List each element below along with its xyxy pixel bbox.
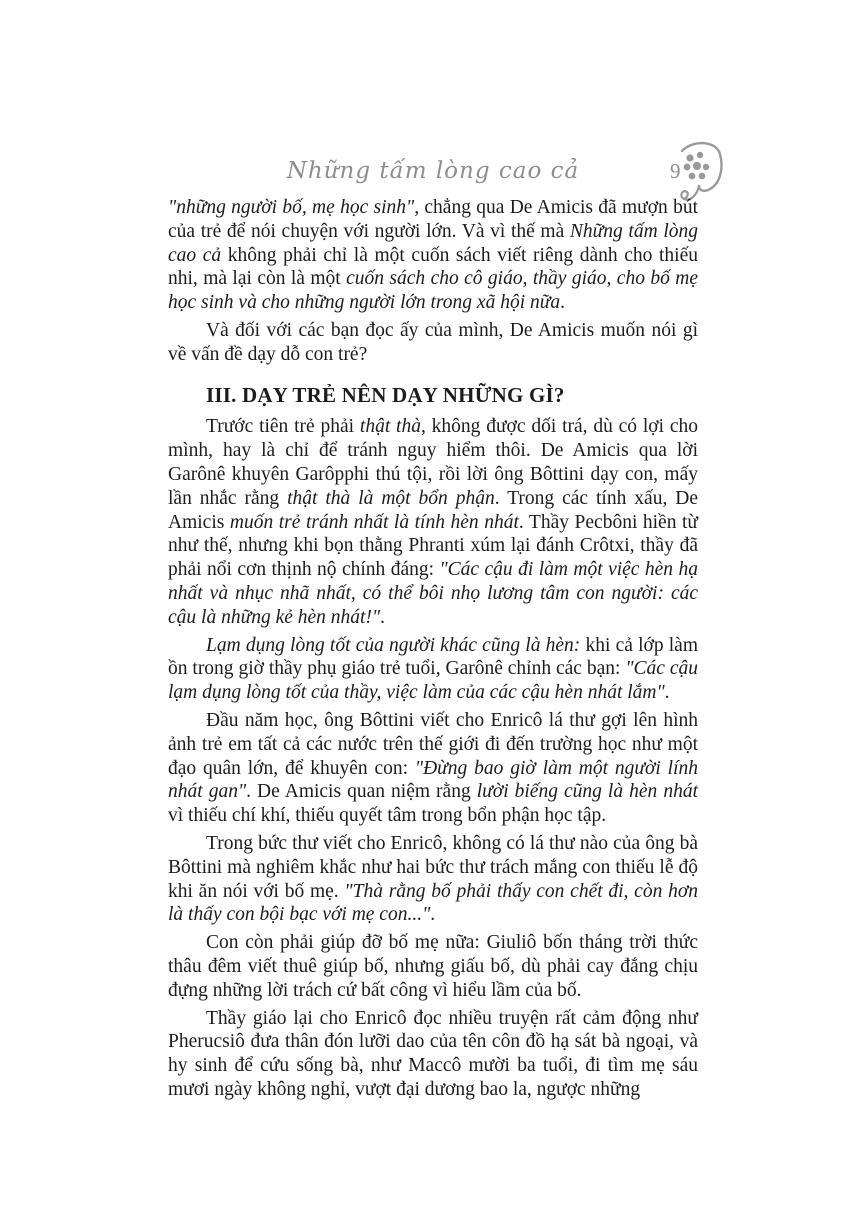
emphasis-text: "Đừng bao giờ làm một người lính nhát gan" <box>168 757 698 803</box>
body-text: . Thầy Pecbôni hiền từ như thế, nhưng khi bọn thằng Phranti xúm lại đánh Crôtxi, thầy đã phải nổi cơn thịnh nộ chính đáng: <box>168 511 698 581</box>
paragraph <box>168 931 698 1002</box>
emphasis-text: thật thà <box>359 416 421 438</box>
body-text: . <box>664 682 670 704</box>
paragraph <box>168 319 698 367</box>
body-text: không phải chỉ là một cuốn sách viết riêng dành cho thiếu nhi, mà lại còn là một <box>168 244 699 290</box>
grape-dots <box>684 152 710 180</box>
body-text: Trước tiên trẻ phải <box>206 416 360 438</box>
paragraph <box>168 196 698 315</box>
emphasis-text: Những tấm lòng cao cả <box>168 220 698 266</box>
body-text: Thầy giáo lại cho Enricô đọc nhiều truyện rất cảm động như Pherucsiô đưa thân đón lưỡi dao của tên côn đồ hạ sát bà ngoại, và hy sinh để cứu sống bà, như Maccô mười ba tuổi, đi tìm mẹ sáu mươi ngày không nghỉ, vượt đại dương bao la, ngược những <box>168 1007 698 1100</box>
text-body <box>168 196 698 1106</box>
body-text: . <box>380 606 386 628</box>
emphasis-text: thật thà là một bổn phận <box>287 487 495 509</box>
section-heading: III. DẠY TRẺ NÊN DẠY NHỮNG GÌ? <box>206 382 565 407</box>
body-text: , không được dối trá, dù có lợi cho mình, hay là chỉ để tránh nguy hiểm thôi. De Amicis qua lời Garônê khuyên Garôpphi thú tội, rồi lời ông Bôttini dạy con, mấy lần nhắc rằng <box>168 416 698 509</box>
paragraph <box>168 709 698 828</box>
body-text: . <box>430 904 436 926</box>
emphasis-text: cuốn sách cho cô giáo, thầy giáo, cho bố mẹ học sinh và cho những người lớn trong xã hội nữa <box>168 268 699 314</box>
body-text: . De Amicis quan niệm rằng <box>246 781 477 803</box>
body-text: khi cả lớp làm ồn trong giờ thầy phụ giáo trẻ tuổi, Garônê chỉnh các bạn: <box>168 634 699 680</box>
body-text: , chẳng qua De Amicis đã mượn bút của trẻ để nói chuyện với người lớn. Và vì thế mà <box>168 197 699 242</box>
body-text: Trong bức thư viết cho Enricô, không có lá thư nào của ông bà Bôttini mà nghiêm khắc như hai bức thư trách mắng con thiếu lễ độ khi ăn nói với bố mẹ. <box>168 832 698 902</box>
emphasis-text: "Thà rằng bố phải thấy con chết đi, còn hơn là thấy con bội bạc với mẹ con..." <box>168 880 698 926</box>
emphasis-text: Lạm dụng lòng tốt của người khác cũng là hèn: <box>206 634 581 656</box>
paragraph <box>168 634 698 705</box>
emphasis-text: "Các cậu lạm dụng lòng tốt của thầy, việc làm của các cậu hèn nhát lắm" <box>168 658 698 704</box>
body-text: . <box>560 292 566 314</box>
emphasis-text: muốn trẻ tránh nhất là tính hèn nhát <box>229 511 519 533</box>
page-number: 9 <box>670 159 681 183</box>
body-text: . Trong các tính xấu, De Amicis <box>168 487 698 533</box>
body-text: Và đối với các bạn đọc ấy của mình, De Amicis muốn nói gì về vấn đề dạy dỗ con trẻ? <box>168 319 698 365</box>
body-text: Đầu năm học, ông Bôttini viết cho Enricô lá thư gợi lên hình ảnh trẻ em tất cả các nước trên thế giới đi đến trường học như một đạo quân lớn, để khuyên con: <box>168 709 698 779</box>
body-text: Con còn phải giúp đỡ bố mẹ nữa: Giuliô bốn tháng trời thức thâu đêm viết thuê giúp bố, nhưng giấu bố, dù phải cay đắng chịu đựng những lời trách cứ bất công vì hiểu lầm của bố. <box>168 932 698 1001</box>
running-title: Những tấm lòng cao cả <box>286 158 580 184</box>
emphasis-text: lười biếng cũng là hèn nhát <box>476 781 698 803</box>
paragraph <box>168 1007 698 1102</box>
paragraph <box>168 415 698 629</box>
body-text: vì thiếu chí khí, thiếu quyết tâm trong bổn phận học tập. <box>168 805 607 827</box>
paragraph <box>168 832 698 927</box>
emphasis-text: "những người bố, mẹ học sinh" <box>168 197 415 218</box>
emphasis-text: "Các cậu đi làm một việc hèn hạ nhất và nhục nhã nhất, có thể bôi nhọ lương tâm con người: các cậu là những kẻ hèn nhát!" <box>168 559 698 628</box>
